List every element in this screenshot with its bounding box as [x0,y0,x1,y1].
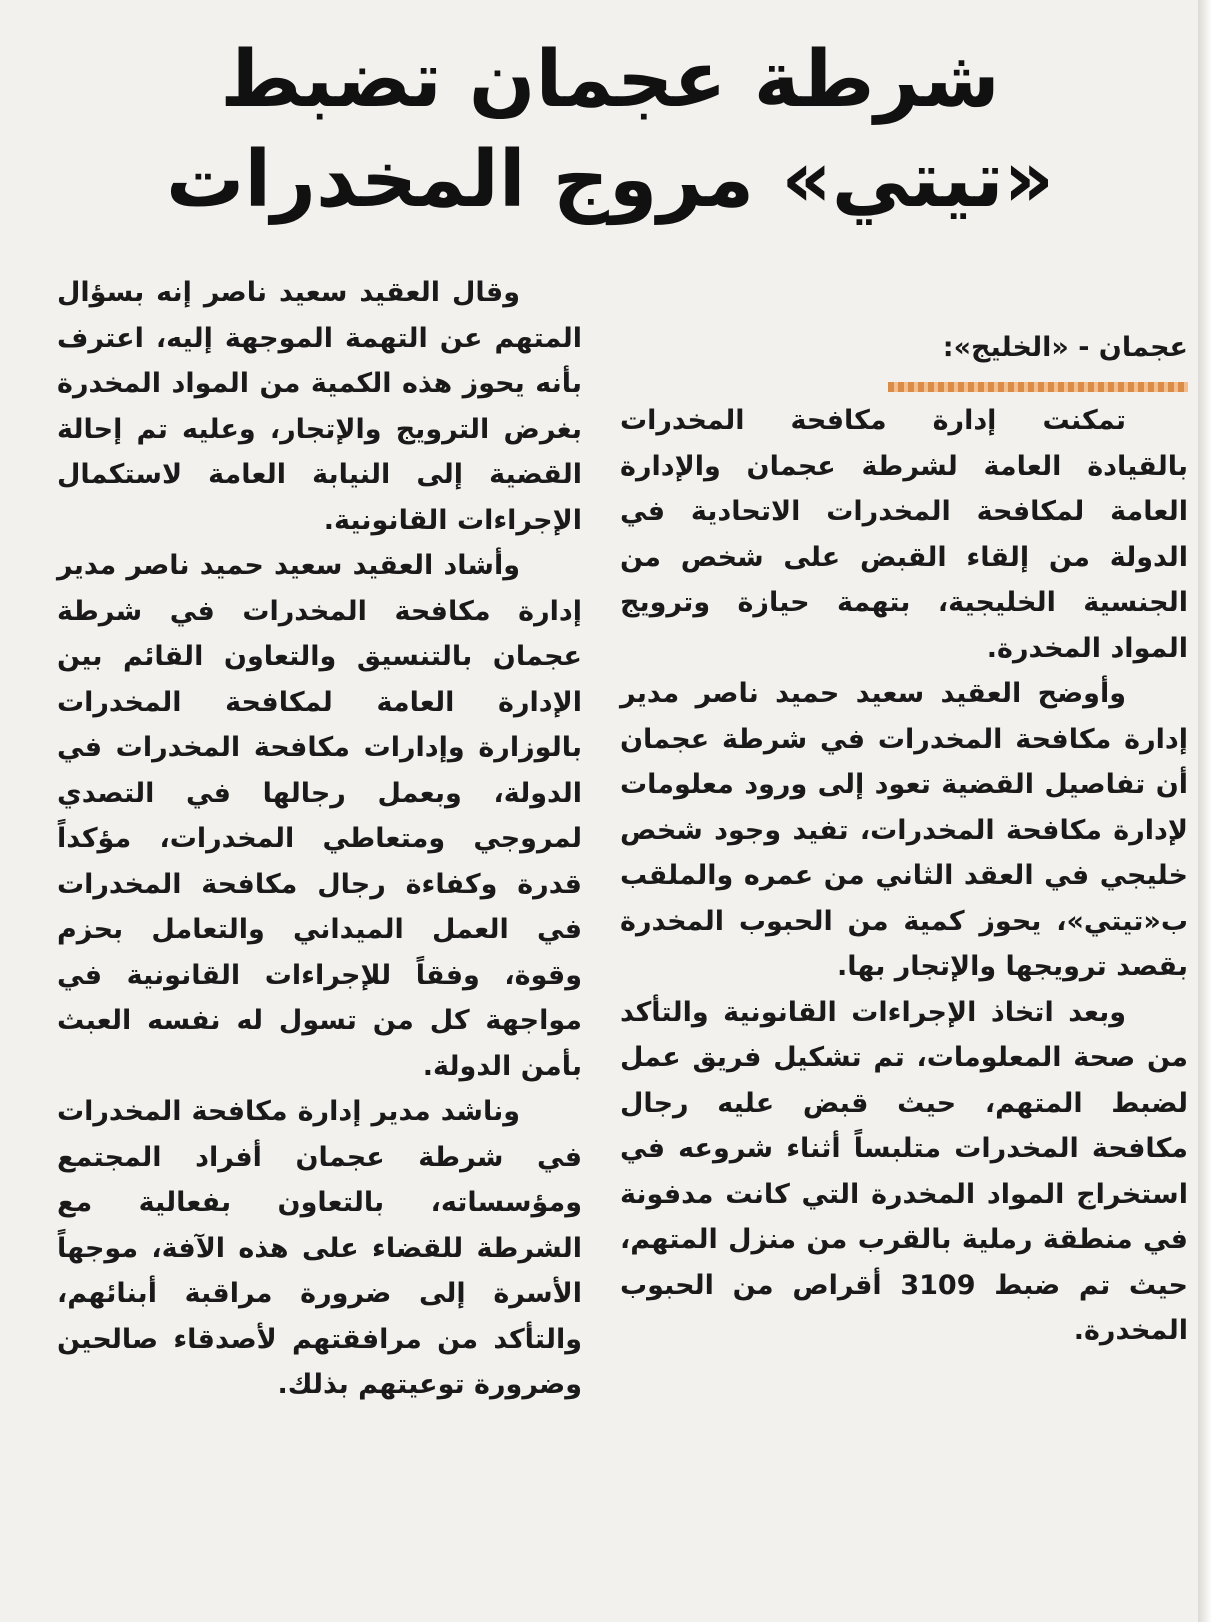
article-column-right [620,398,1188,1354]
headline-line-2: «تيتي» مروج المخدرات [165,135,1055,225]
headline [40,30,1180,230]
paragraph: تمكنت إدارة مكافحة المخدرات بالقيادة العامة لشرطة عجمان والإدارة العامة لمكافحة المخدرات الاتحادية في الدولة من إلقاء القبض على شخص من الجنسية الخليجية، بتهمة حيازة وترويج المواد المخدرة. [620,405,1188,664]
article-column-left [57,270,582,1408]
paragraph: وبعد اتخاذ الإجراءات القانونية والتأكد من صحة المعلومات، تم تشكيل فريق عمل لضبط المتهم، حيث قبض عليه رجال مكافحة المخدرات متلبساً أثناء شروعه في استخراج المواد المخدرة التي كانت مدفونة في منطقة رملية بالقرب من منزل المتهم، حيث تم ضبط 3109 أقراص من الحبوب المخدرة. [620,996,1188,1346]
byline-highlight [888,382,1188,392]
paragraph: وقال العقيد سعيد ناصر إنه بسؤال المتهم عن التهمة الموجهة إليه، اعترف بأنه يحوز هذه الكمية من المواد المخدرة بغرض الترويج والإتجار، وعليه تم إحالة القضية إلى النيابة العامة لاستكمال الإجراءات القانونية. [57,277,582,536]
paragraph: وأشاد العقيد سعيد حميد ناصر مدير إدارة مكافحة المخدرات في شرطة عجمان بالتنسيق والتعاون القائم بين الإدارة العامة لمكافحة المخدرات بالوزارة وإدارات مكافحة المخدرات في الدولة، وبعمل رجالها في التصدي لمروجي ومتعاطي المخدرات، مؤكداً قدرة وكفاءة رجال مكافحة المخدرات في العمل الميداني والتعامل بحزم وقوة، وفقاً للإجراءات القانونية في مواجهة كل من تسول له نفسه العبث بأمن الدولة. [57,550,582,1082]
paper-edge [1198,0,1212,1622]
headline-line-1: شرطة عجمان تضبط [220,35,1000,125]
paragraph: وناشد مدير إدارة مكافحة المخدرات في شرطة عجمان أفراد المجتمع ومؤسساته، بالتعاون بفعالية مع الشرطة للقضاء على هذه الآفة، موجهاً الأسرة إلى ضرورة مراقبة أبنائهم، والتأكد من مرافقتهم لأصدقاء صالحين وضرورة توعيتهم بذلك. [57,1096,582,1400]
byline: عجمان - «الخليج»: [942,332,1188,363]
paragraph: وأوضح العقيد سعيد حميد ناصر مدير إدارة مكافحة المخدرات في شرطة عجمان أن تفاصيل القضية تعود إلى ورود معلومات لإدارة مكافحة المخدرات، تفيد وجود شخص خليجي في العقد الثاني من عمره والملقب ب«تيتي»، يحوز كمية من الحبوب المخدرة بقصد ترويجها والإتجار بها. [620,678,1188,982]
